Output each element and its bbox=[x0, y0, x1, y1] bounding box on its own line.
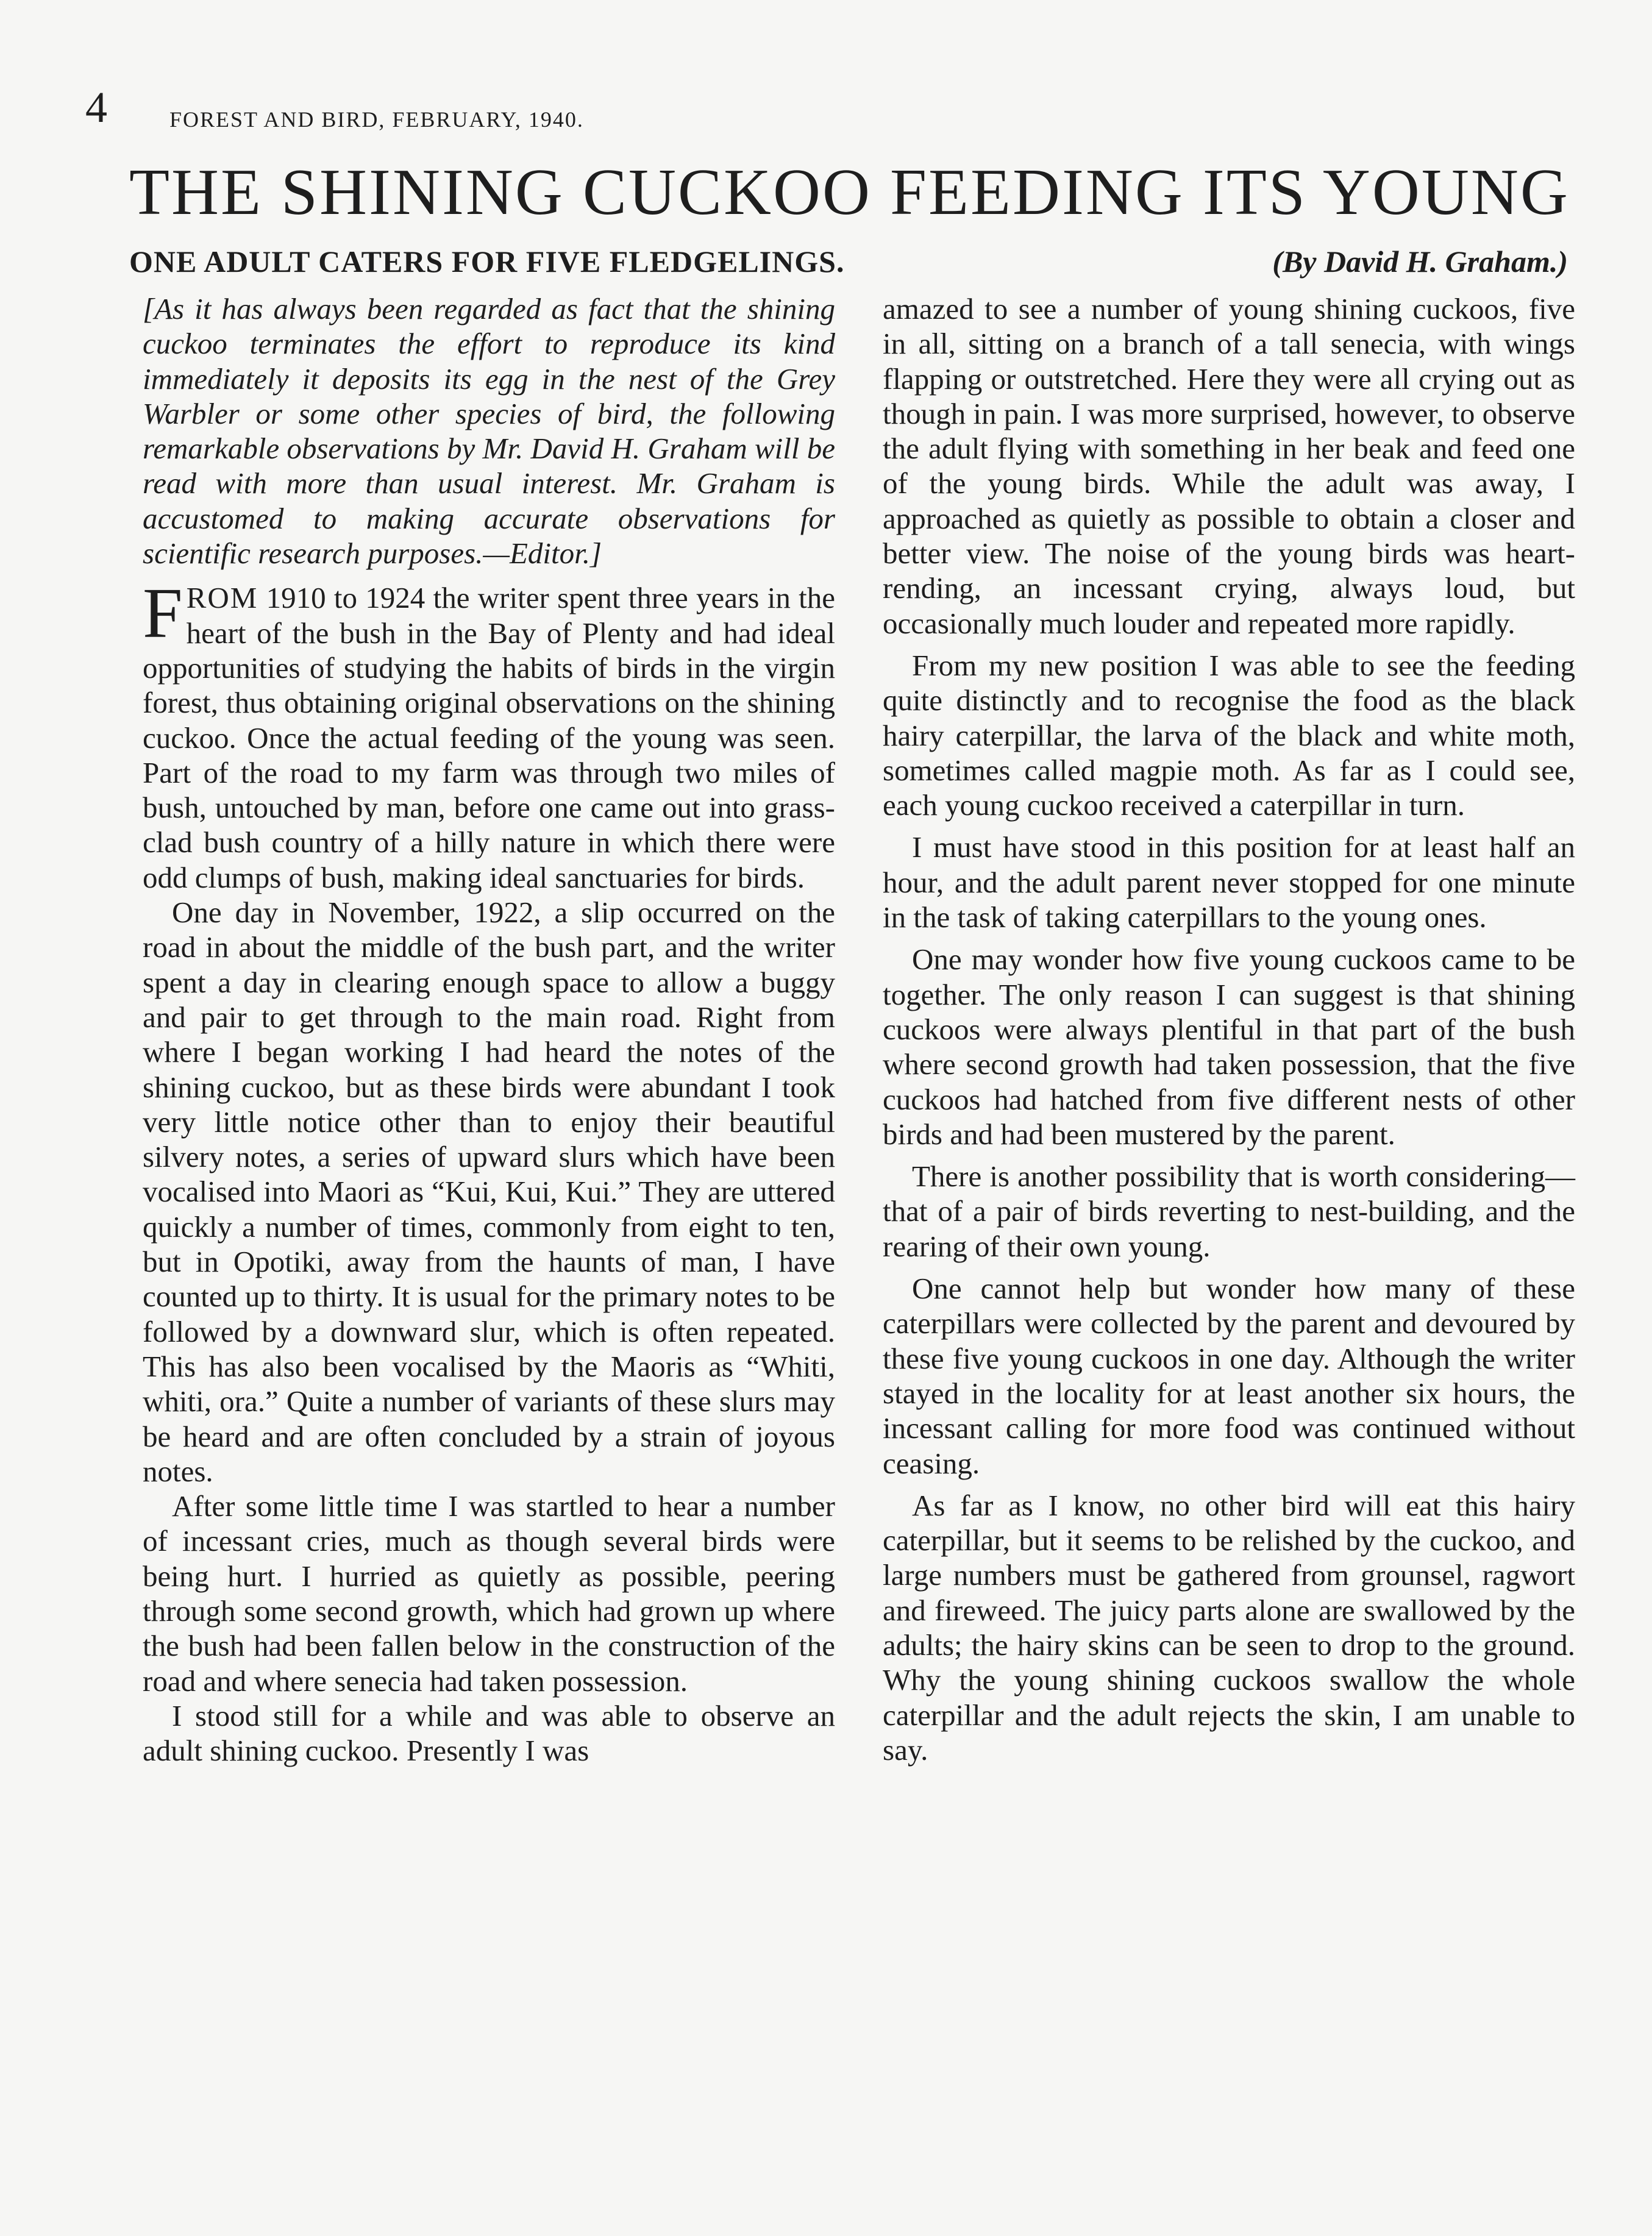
page-number: 4 bbox=[85, 83, 107, 132]
right-column bbox=[883, 291, 1575, 1775]
paragraph: As far as I know, no other bird will eat this hairy caterpillar, but it seems to be relished by the cuckoo, and large numbers must be gathered from grounsel, ragwort and fireweed. The juicy parts alone are swallowed by the adults; the hairy skins can be seen to drop to the ground. Why the young shining cuckoos swallow the whole caterpillar and the adult rejects the skin, I am unable to say. bbox=[883, 1488, 1575, 1767]
running-head: FOREST AND BIRD, FEBRUARY, 1940. bbox=[169, 107, 584, 132]
lead-paragraph bbox=[143, 573, 835, 895]
paragraph: One day in November, 1922, a slip occurred on the road in about the middle of the bush part, and the writer spent a day in clearing enough space to allow a buggy and pair to get through to the main road. Right from where I began working I had heard the notes of the shining cuckoo, but as these birds were abundant I took very little notice other than to enjoy their beautiful silvery notes, a series of upward slurs which have been vocalised into Maori as “Kui, Kui, Kui.” They are uttered quickly a number of times, commonly from eight to ten, but in Opotiki, away from the haunts of man, I have counted up to thirty. It is usual for the primary notes to be followed by a downward slur, which is often repeated. This has also been vocalised by the Maoris as “Whiti, whiti, ora.” Quite a number of variants of these slurs may be heard and are often concluded by a strain of joyous notes. bbox=[143, 895, 835, 1488]
paragraph: From my new position I was able to see the feeding quite distinctly and to recognise the food as the black hairy caterpillar, the larva of the black and white moth, sometimes called magpie moth. As far as I could see, each young cuckoo received a caterpillar in turn. bbox=[883, 648, 1575, 822]
lead-smallcaps: ROM bbox=[186, 581, 258, 615]
editor-note: [As it has always been regarded as fact that the shining cuckoo terminates the effort to reproduce its kind immediately it deposits its egg in the nest of the Grey Warbler or some other species of bird, the following remarkable observations by Mr. David H. Graham will be read with more than usual interest. Mr. Graham is accustomed to making accurate observations for scientific research purposes.—Editor.] bbox=[143, 292, 835, 571]
paragraph: One may wonder how five young cuckoos came to be together. The only reason I can suggest is that shining cuckoos were always plentiful in that part of the bush where second growth had taken possession, that the five cuckoos had hatched from five different nests of other birds and had been mustered by the parent. bbox=[883, 942, 1575, 1151]
article-byline: (By David H. Graham.) bbox=[1272, 244, 1568, 279]
left-column bbox=[143, 291, 835, 1768]
article-title: THE SHINING CUCKOO FEEDING ITS YOUNG bbox=[129, 156, 1570, 229]
paragraph: I must have stood in this position for at least half an hour, and the adult parent never stopped for one minute in the task of taking caterpillars to the young ones. bbox=[883, 830, 1575, 935]
paragraph: I stood still for a while and was able to observe an adult shining cuckoo. Presently I was bbox=[143, 1698, 835, 1768]
paragraph: amazed to see a number of young shining cuckoos, five in all, sitting on a branch of a tall senecia, with wings flapping or outstretched. Here they were all crying out as though in pain. I was more surprised, however, to observe the adult flying with something in her beak and feed one of the young birds. While the adult was away, I approached as quietly as possible to obtain a closer and better view. The noise of the young birds was heart-rending, an incessant crying, always loud, but occasionally much louder and repeated more rapidly. bbox=[883, 292, 1575, 640]
paragraph: One cannot help but wonder how many of these caterpillars were collected by the parent and devoured by these five young cuckoos in one day. Although the writer stayed in the locality for at least another six hours, the incessant calling for more food was continued without ceasing. bbox=[883, 1272, 1575, 1480]
paragraph-text: 1910 to 1924 the writer spent three years in the heart of the bush in the Bay of Plenty and had ideal opportunities of studying the habits of birds in the virgin forest, thus obtaining original observations on the shining cuckoo. Once the actual feeding of the young was seen. Part of the road to my farm was through two miles of bush, untouched by man, before one came out into grass-clad bush country of a hilly nature in which there were odd clumps of bush, making ideal sanctuaries for birds. bbox=[143, 581, 835, 894]
paragraph: After some little time I was startled to hear a number of incessant cries, much as though several birds were being hurt. I hurried as quietly as possible, peering through some second growth, which had grown up where the bush had been fallen below in the construction of the road and where senecia had taken possession. bbox=[143, 1489, 835, 1698]
paragraph: There is another possibility that is worth considering—that of a pair of birds reverting to nest-building, and the rearing of their own young. bbox=[883, 1159, 1575, 1263]
article-subtitle: ONE ADULT CATERS FOR FIVE FLEDGELINGS. bbox=[129, 244, 845, 279]
drop-cap: F bbox=[143, 573, 183, 653]
